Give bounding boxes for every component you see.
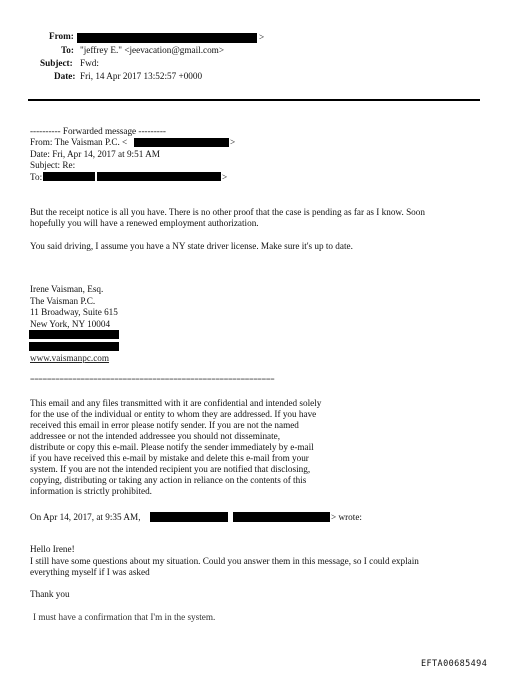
redaction-signature-fax [29,342,119,351]
date-label: Date: [54,71,76,81]
to-label: To: [61,45,74,55]
redaction-from-sender [77,33,257,43]
disclaimer-line: copying, distributing or taking any action in reliance on the contents of this [30,475,307,485]
signature-address-2: New York, NY 10004 [30,319,111,329]
signature-name: Irene Vaisman, Esq. [30,284,104,294]
subject-value: Fwd: [80,58,99,68]
body-para-1-line-1: But the receipt notice is all you have. There is no other proof that the case is pending as far as I know. Soon [30,207,425,217]
subject-label: Subject: [40,58,73,68]
disclaimer-line: system. If you are not the intended recipient you are notified that disclosing, [30,464,311,474]
signature-address-1: 11 Broadway, Suite 615 [30,307,118,317]
body-para-1-line-2: hopefully you will have a renewed employment authorization. [30,218,259,228]
redaction-forwarded-to-1 [43,172,95,181]
disclaimer-line: distribute or copy this e-mail. Please notify the sender immediately by e-mail [30,442,314,452]
redaction-forwarded-from [134,138,229,147]
body-para-2: You said driving, I assume you have a NY state driver license. Make sure it's up to date. [30,241,353,251]
disclaimer-line: This email and any files transmitted with it are confidential and intended solely [30,398,322,408]
quote-attribution: On Apr 14, 2017, at 9:35 AM, [30,512,141,522]
header-rule [28,99,480,101]
signature-firm: The Vaisman P.C. [30,296,96,306]
forwarded-from: From: The Vaisman P.C. < [30,137,128,147]
quote-body-line-2: everything myself if I was asked [30,567,150,577]
disclaimer-line: for the use of the individual or entity to whom they are addressed. If you have [30,409,317,419]
quote-greeting: Hello Irene! [30,544,75,554]
redaction-quote-sender-email [233,512,330,522]
quote-confirmation: I must have a confirmation that I'm in the system. [33,612,216,622]
bates-number: EFTA00685494 [421,659,488,669]
forwarded-to-suffix: > [222,172,228,182]
disclaimer-line: if you have received this e-mail by mistake and delete this e-mail from your [30,453,309,463]
forwarded-from-suffix: > [230,137,236,147]
forwarded-to: To: [30,172,43,182]
signature-website-link[interactable]: www.vaismanpc.com [30,353,110,363]
redaction-quote-sender-name [150,512,228,522]
quote-attribution-end: > wrote: [331,512,362,522]
forwarded-subject: Subject: Re: [30,160,76,170]
redaction-forwarded-to-2 [97,172,221,181]
quote-thanks: Thank you [30,589,70,599]
disclaimer-divider: ========================================================== [30,375,275,384]
disclaimer-line: information is strictly prohibited. [30,486,152,496]
from-label: From: [49,31,74,41]
from-suffix: > [259,32,265,42]
disclaimer-line: addressee or not the intended addressee you should not disseminate, [30,431,281,441]
disclaimer-line: received this email in error please notify sender. If you are not the named [30,420,299,430]
forwarded-marker: ---------- Forwarded message --------- [30,126,166,136]
forwarded-date: Date: Fri, Apr 14, 2017 at 9:51 AM [30,149,160,159]
date-value: Fri, 14 Apr 2017 13:52:57 +0000 [80,71,203,81]
quote-body-line-1: I still have some questions about my situation. Could you answer them in this message, so I could explain [30,556,419,566]
redaction-signature-phone [29,330,119,339]
to-value: "jeffrey E." <jeevacation@gmail.com> [80,45,225,55]
